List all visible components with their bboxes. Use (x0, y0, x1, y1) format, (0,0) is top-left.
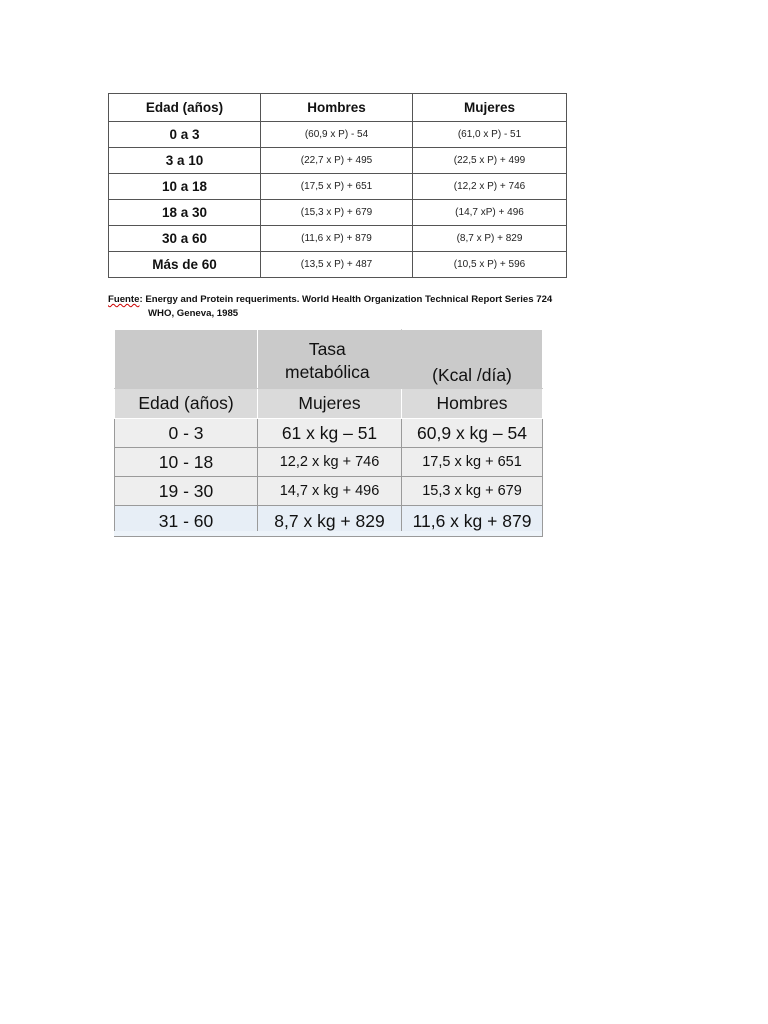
age-cell: 10 a 18 (109, 174, 261, 200)
age-cell: Más de 60 (109, 252, 261, 278)
header-age: Edad (años) (109, 94, 261, 122)
table-title-row (115, 330, 543, 389)
men-formula-cell: 15,3 x kg + 679 (402, 477, 543, 506)
table-bottom-strip (114, 531, 542, 536)
table-header-row (115, 389, 543, 419)
women-formula-cell: 14,7 x kg + 496 (258, 477, 402, 506)
table-header-row (109, 94, 567, 122)
table-row (109, 122, 567, 148)
table-row (109, 200, 567, 226)
header-age: Edad (años) (115, 389, 258, 419)
bmr-table-who (108, 93, 567, 278)
women-formula-cell: (14,7 xP) + 496 (413, 200, 567, 226)
header-men: Hombres (261, 94, 413, 122)
table-row (115, 477, 543, 506)
source-citation: : Energy and Protein requeriments. World Health Organization Technical Report Series 724 (139, 294, 553, 305)
women-formula-cell: 12,2 x kg + 746 (258, 448, 402, 477)
table-row (109, 226, 567, 252)
women-formula-cell: 8,7 x kg + 829 (258, 506, 402, 537)
table-row (115, 448, 543, 477)
women-formula-cell: (8,7 x P) + 829 (413, 226, 567, 252)
unit-cell: (Kcal /día) (402, 330, 543, 389)
source-line-1 (108, 293, 552, 307)
source-note (108, 293, 552, 321)
age-cell: 31 - 60 (115, 506, 258, 537)
men-formula-cell: (13,5 x P) + 487 (261, 252, 413, 278)
table-row (115, 419, 543, 448)
age-cell: 18 a 30 (109, 200, 261, 226)
age-cell: 3 a 10 (109, 148, 261, 174)
title-line-1: Tasa (308, 339, 346, 359)
men-formula-cell: (11,6 x P) + 879 (261, 226, 413, 252)
men-formula-cell: 60,9 x kg – 54 (402, 419, 543, 448)
men-formula-cell: (15,3 x P) + 679 (261, 200, 413, 226)
women-formula-cell: (10,5 x P) + 596 (413, 252, 567, 278)
age-cell: 0 a 3 (109, 122, 261, 148)
age-cell: 30 a 60 (109, 226, 261, 252)
table-row (109, 148, 567, 174)
age-cell: 0 - 3 (115, 419, 258, 448)
men-formula-cell: (22,7 x P) + 495 (261, 148, 413, 174)
age-cell: 10 - 18 (115, 448, 258, 477)
empty-corner-cell (115, 330, 258, 389)
men-formula-cell: (60,9 x P) - 54 (261, 122, 413, 148)
source-label: Fuente (108, 294, 140, 305)
age-cell: 19 - 30 (115, 477, 258, 506)
header-women: Mujeres (413, 94, 567, 122)
source-line-2: WHO, Geneva, 1985 (148, 308, 239, 319)
header-women: Mujeres (258, 389, 402, 419)
women-formula-cell: 61 x kg – 51 (258, 419, 402, 448)
women-formula-cell: (61,0 x P) - 51 (413, 122, 567, 148)
table-row (109, 252, 567, 278)
title-line-2: metabólica (285, 362, 370, 382)
table-row (109, 174, 567, 200)
title-cell (258, 330, 402, 389)
women-formula-cell: (22,5 x P) + 499 (413, 148, 567, 174)
header-men: Hombres (402, 389, 543, 419)
women-formula-cell: (12,2 x P) + 746 (413, 174, 567, 200)
men-formula-cell: 11,6 x kg + 879 (402, 506, 543, 537)
men-formula-cell: (17,5 x P) + 651 (261, 174, 413, 200)
men-formula-cell: 17,5 x kg + 651 (402, 448, 543, 477)
metabolic-rate-table (114, 329, 543, 537)
